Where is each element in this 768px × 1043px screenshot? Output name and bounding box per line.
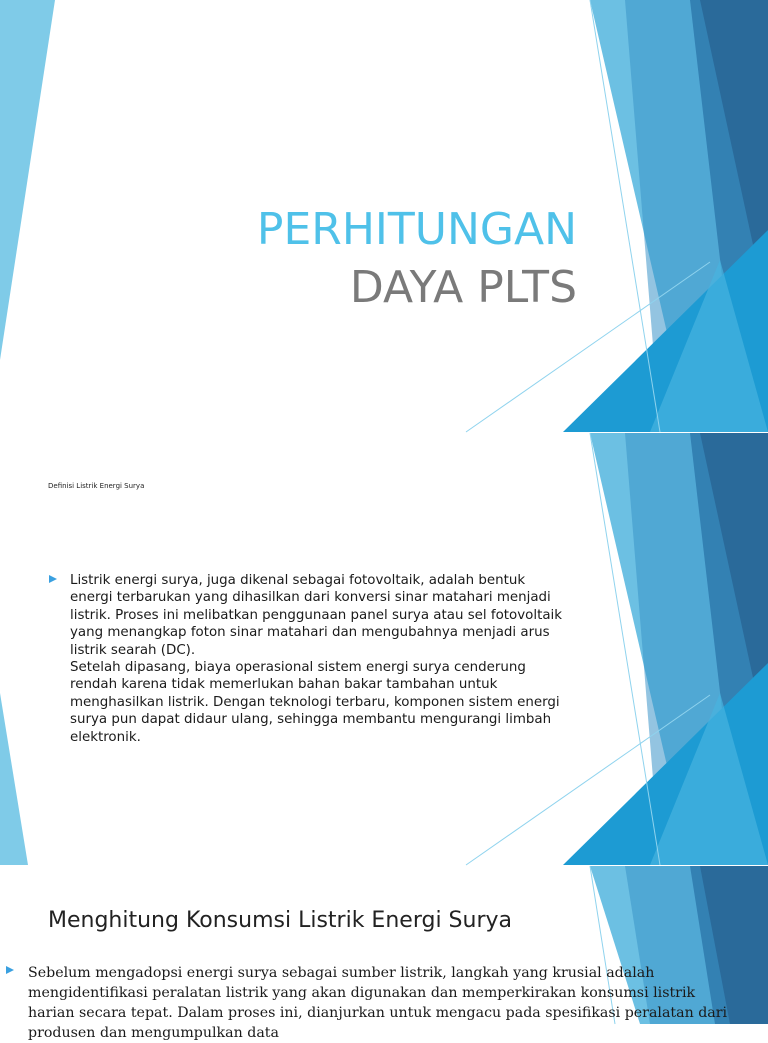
title-slide — [0, 0, 768, 432]
title-line-1: PERHITUNGAN — [256, 204, 577, 255]
bullet-arrow-icon — [49, 575, 57, 583]
slide-subtitle: Definisi Listrik Energi Surya — [48, 482, 145, 490]
paragraph-2: Setelah dipasang, biaya operasional sistem energi surya cenderung rendah karena tidak memerlukan bahan bakar tambahan untuk menghasilkan listrik. Dengan teknologi terbaru, komponen sistem energi surya pun dapat didaur ulang, sehingga membantu mengurangi limbah elektronik. — [70, 660, 560, 745]
left-accent-shape — [0, 693, 28, 865]
bullet-arrow-icon — [6, 966, 14, 974]
consumption-body: Sebelum mengadopsi energi surya sebagai sumber listrik, langkah yang krusial adalah mengidentifikasi peralatan listrik yang akan digunakan dan memperkirakan konsumsi listrik harian secara tepat. Dalam proses ini, dianjurkan untuk mengacu pada spesifikasi peralatan dari produsen dan mengumpulkan data — [28, 965, 728, 1041]
definition-body — [70, 572, 570, 746]
paragraph-1: Listrik energi surya, juga dikenal sebagai fotovoltaik, adalah bentuk energi terbarukan yang dihasilkan dari konversi sinar matahari menjadi listrik. Proses ini melibatkan penggunaan panel surya atau sel fotovoltaik yang menangkap foton sinar matahari dan mengubahnya menjadi arus listrik searah (DC). — [70, 573, 563, 658]
slide-heading: Menghitung Konsumsi Listrik Energi Surya — [48, 908, 512, 933]
consumption-slide — [0, 866, 768, 1041]
definition-slide — [0, 433, 768, 865]
left-accent-shape — [0, 0, 55, 360]
title-line-2: DAYA PLTS — [349, 262, 577, 313]
